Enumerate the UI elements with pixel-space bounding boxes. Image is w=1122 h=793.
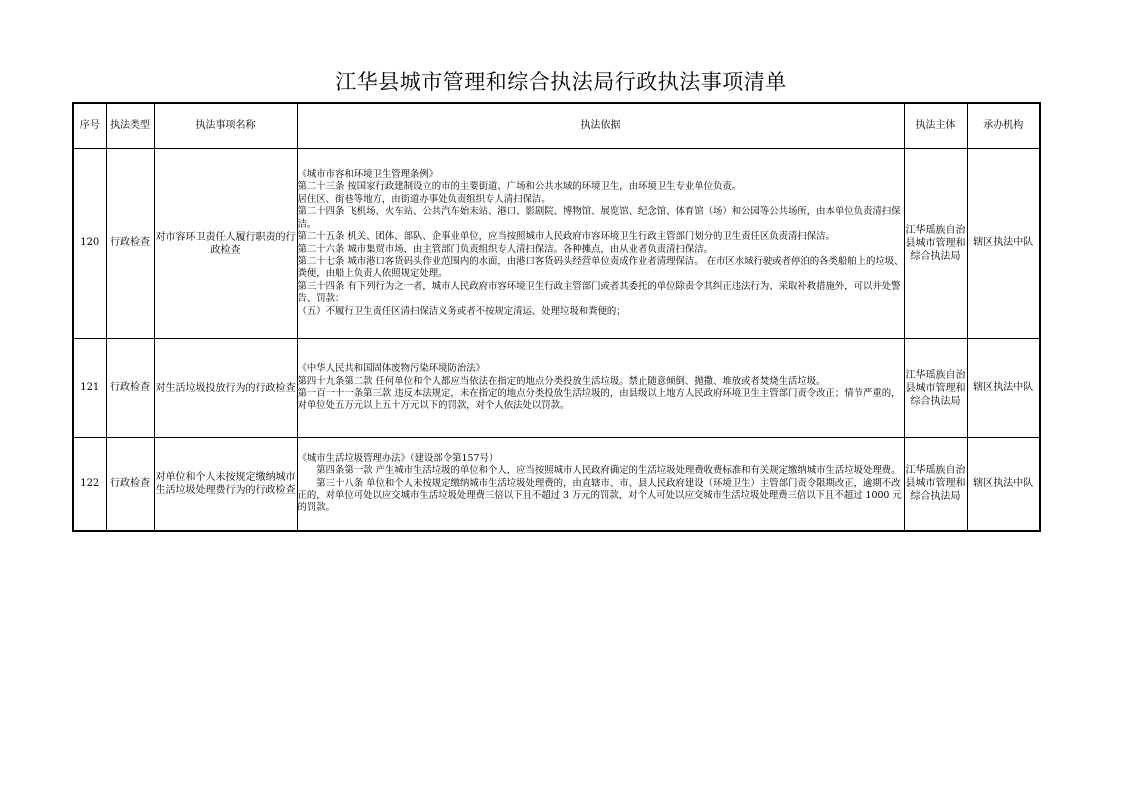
row-item-name: 对生活垃圾投放行为的行政检查 [154,339,297,438]
basis-line: 第二十六条 城市集贸市场，由主管部门负责组织专人清扫保洁。各种摊点，由从业者负责清扫保洁。 [297,243,713,255]
basis-line: 第三十八条 单位和个人未按规定缴纳城市生活垃圾处理费的，由直辖市、市、县人民政府建设（环境卫生）主管部门责令限期改正，逾期不改正的，对单位可处以应交城市生活垃圾处理费三倍以下且不超过 3 万元的罚款，对个人可处以应交城市生活垃圾处理费三倍以下且不超过 1000 元的罚款。 [297,477,902,514]
basis-line: 第一百一十一条第三款 违反本法规定，未在指定的地点分类投放生活垃圾的，由县级以上地方人民政府环境卫生主管部门责令改正；情节严重的，对单位处五万元以上五十万元以下的罚款，对个人依法处以罚款。 [297,388,901,412]
row-basis [297,438,904,531]
row-no: 121 [73,339,106,438]
header-type: 执法类型 [106,103,154,149]
basis-line: 《中华人民共和国固体废物污染环境防治法》 [297,363,486,375]
basis-line: 《城市生活垃圾管理办法》（建设部令第157号） [297,452,499,464]
row-office: 辖区执法中队 [967,438,1040,531]
enforcement-items-table [72,102,1041,532]
row-subject: 江华瑶族自治县城市管理和综合执法局 [904,339,967,438]
table-row [73,438,1040,531]
basis-line: 第二十四条 飞机场、火车站、公共汽车始末站、港口、影剧院、博物馆、展览馆、纪念馆、体育馆（场）和公园等公共场所，由本单位负责清扫保洁。 [297,206,901,230]
row-no: 120 [73,149,106,339]
basis-line: 第三十四条 有下列行为之一者，城市人民政府市容环境卫生行政主管部门或者其委托的单位除责令其纠正违法行为、采取补救措施外，可以并处警告、罚款： [297,280,901,305]
basis-line: 第二十三条 按国家行政建制设立的市的主要街道、广场和公共水域的环境卫生，由环境卫生专业单位负责。 [297,181,742,193]
table-row [73,339,1040,438]
row-office: 辖区执法中队 [967,339,1040,438]
basis-line: 第四十九条第二款 任何单位和个人都应当依法在指定的地点分类投放生活垃圾。禁止随意倾倒、抛撒、堆放或者焚烧生活垃圾。 [297,375,826,387]
basis-line: 第二十七条 城市港口客货码头作业范围内的水面，由港口客货码头经营单位责成作业者清理保洁。 在市区水域行驶或者停泊的各类船舶上的垃圾、粪便，由船上负责人依照规定处理。 [297,255,904,280]
header-name: 执法事项名称 [154,103,297,149]
row-basis [297,149,904,339]
row-type: 行政检查 [106,339,154,438]
basis-line: 第二十五条 机关、团体、部队、企事业单位，应当按照城市人民政府市容环境卫生行政主管部门划分的卫生责任区负责清扫保洁。 [297,231,835,243]
header-subject: 执法主体 [904,103,967,149]
row-basis [297,339,904,438]
page-title: 江华县城市管理和综合执法局行政执法事项清单 [335,70,787,94]
row-office: 辖区执法中队 [967,149,1040,339]
basis-line: 居住区、街巷等地方，由街道办事处负责组织专人清扫保洁。 [297,193,551,205]
row-type: 行政检查 [106,438,154,531]
header-no: 序号 [73,103,106,149]
basis-line: （五）不履行卫生责任区清扫保洁义务或者不按规定清运、处理垃圾和粪便的； [297,305,626,317]
basis-line: 《城市市容和环境卫生管理条例》 [297,169,439,181]
header-basis: 执法依据 [297,103,904,149]
row-subject: 江华瑶族自治县城市管理和综合执法局 [904,149,967,339]
table-row [73,149,1040,339]
row-item-name: 对单位和个人未按规定缴纳城市生活垃圾处理费行为的行政检查 [154,438,297,531]
header-office: 承办机构 [967,103,1040,149]
row-subject: 江华瑶族自治县城市管理和综合执法局 [904,438,967,531]
row-type: 行政检查 [106,149,154,339]
row-item-name: 对市容环卫责任人履行职责的行政检查 [154,149,297,339]
row-no: 122 [73,438,106,531]
header-row [73,103,1040,149]
basis-line: 第四条第一款 产生城市生活垃圾的单位和个人，应当按照城市人民政府确定的生活垃圾处理费收费标准和有关规定缴纳城市生活垃圾处理费。 [316,465,901,477]
